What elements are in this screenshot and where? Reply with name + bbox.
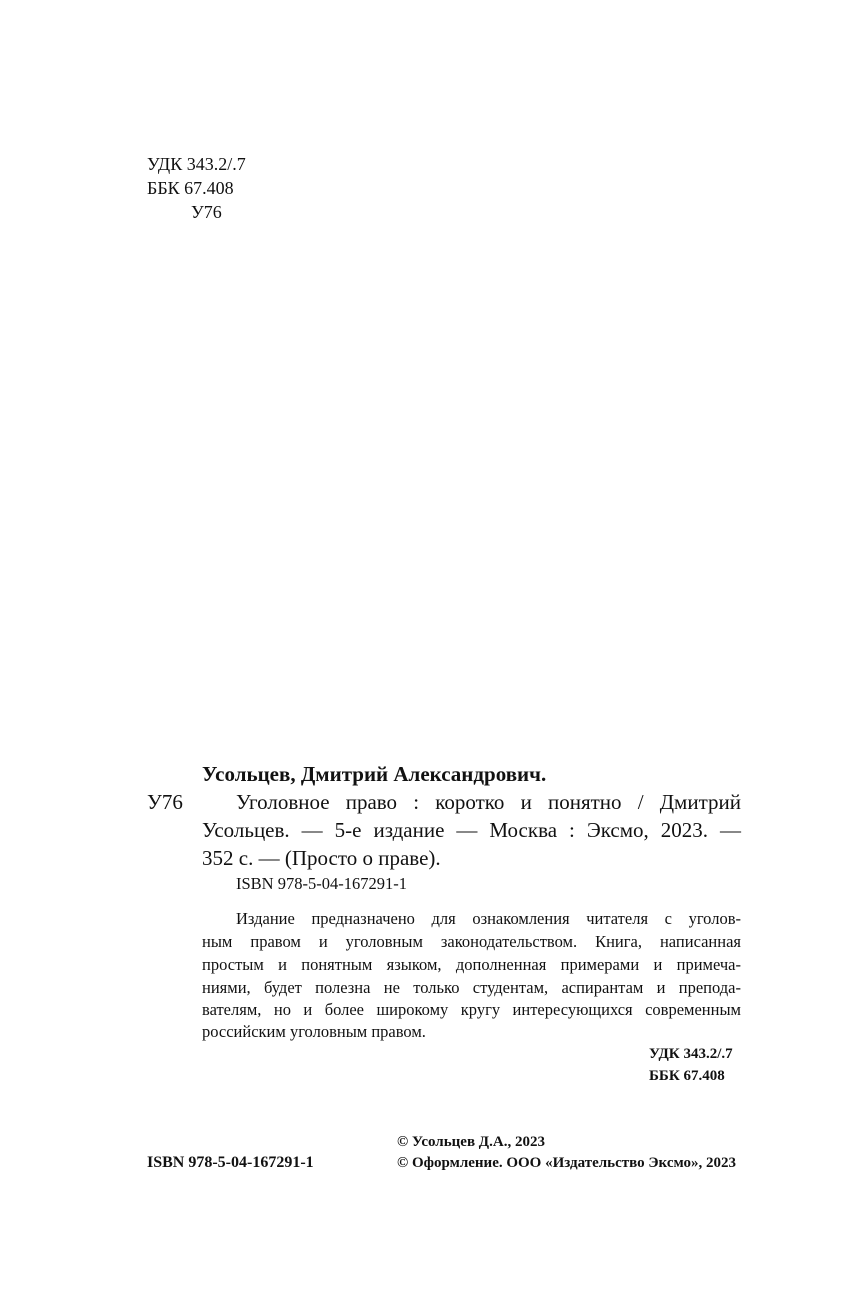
footer-isbn: ISBN 978-5-04-167291-1 — [147, 1154, 314, 1171]
top-bbk: ББК 67.408 — [147, 178, 234, 198]
top-author-mark: У76 — [191, 202, 222, 222]
title-line-3: 352 с. — (Просто о праве). — [202, 846, 441, 870]
annotation-line-4: ниями, будет полезна не только студентам, аспирантам и препода- — [202, 978, 741, 997]
title-line-1: Уголовное право : коротко и понятно / Дмитрий — [236, 790, 741, 814]
record-udk: УДК 343.2/.7 — [649, 1046, 733, 1062]
title-line-2: Усольцев. — 5-е издание — Москва : Эксмо, 2023. — — [202, 818, 741, 842]
record-bbk: ББК 67.408 — [649, 1068, 725, 1084]
annotation-line-5: вателям, но и более широкому кругу интересующихся современным — [202, 1000, 741, 1019]
author-heading: Усольцев, Дмитрий Александрович. — [202, 762, 547, 786]
annotation-line-3: простым и понятным языком, дополненная примерами и примеча- — [202, 955, 741, 974]
annotation-line-2: ным правом и уголовным законодательством. Книга, написанная — [202, 932, 741, 951]
copyright-design: © Оформление. ООО «Издательство Эксмо», 2023 — [397, 1155, 736, 1171]
top-udk: УДК 343.2/.7 — [147, 154, 246, 174]
annotation-line-6: российским уголовным правом. — [202, 1022, 426, 1041]
record-author-mark: У76 — [147, 790, 183, 814]
record-isbn: ISBN 978-5-04-167291-1 — [236, 874, 407, 893]
annotation-line-1: Издание предназначено для ознакомления читателя с уголов- — [236, 909, 741, 928]
copyright-author: © Усольцев Д.А., 2023 — [397, 1134, 545, 1150]
